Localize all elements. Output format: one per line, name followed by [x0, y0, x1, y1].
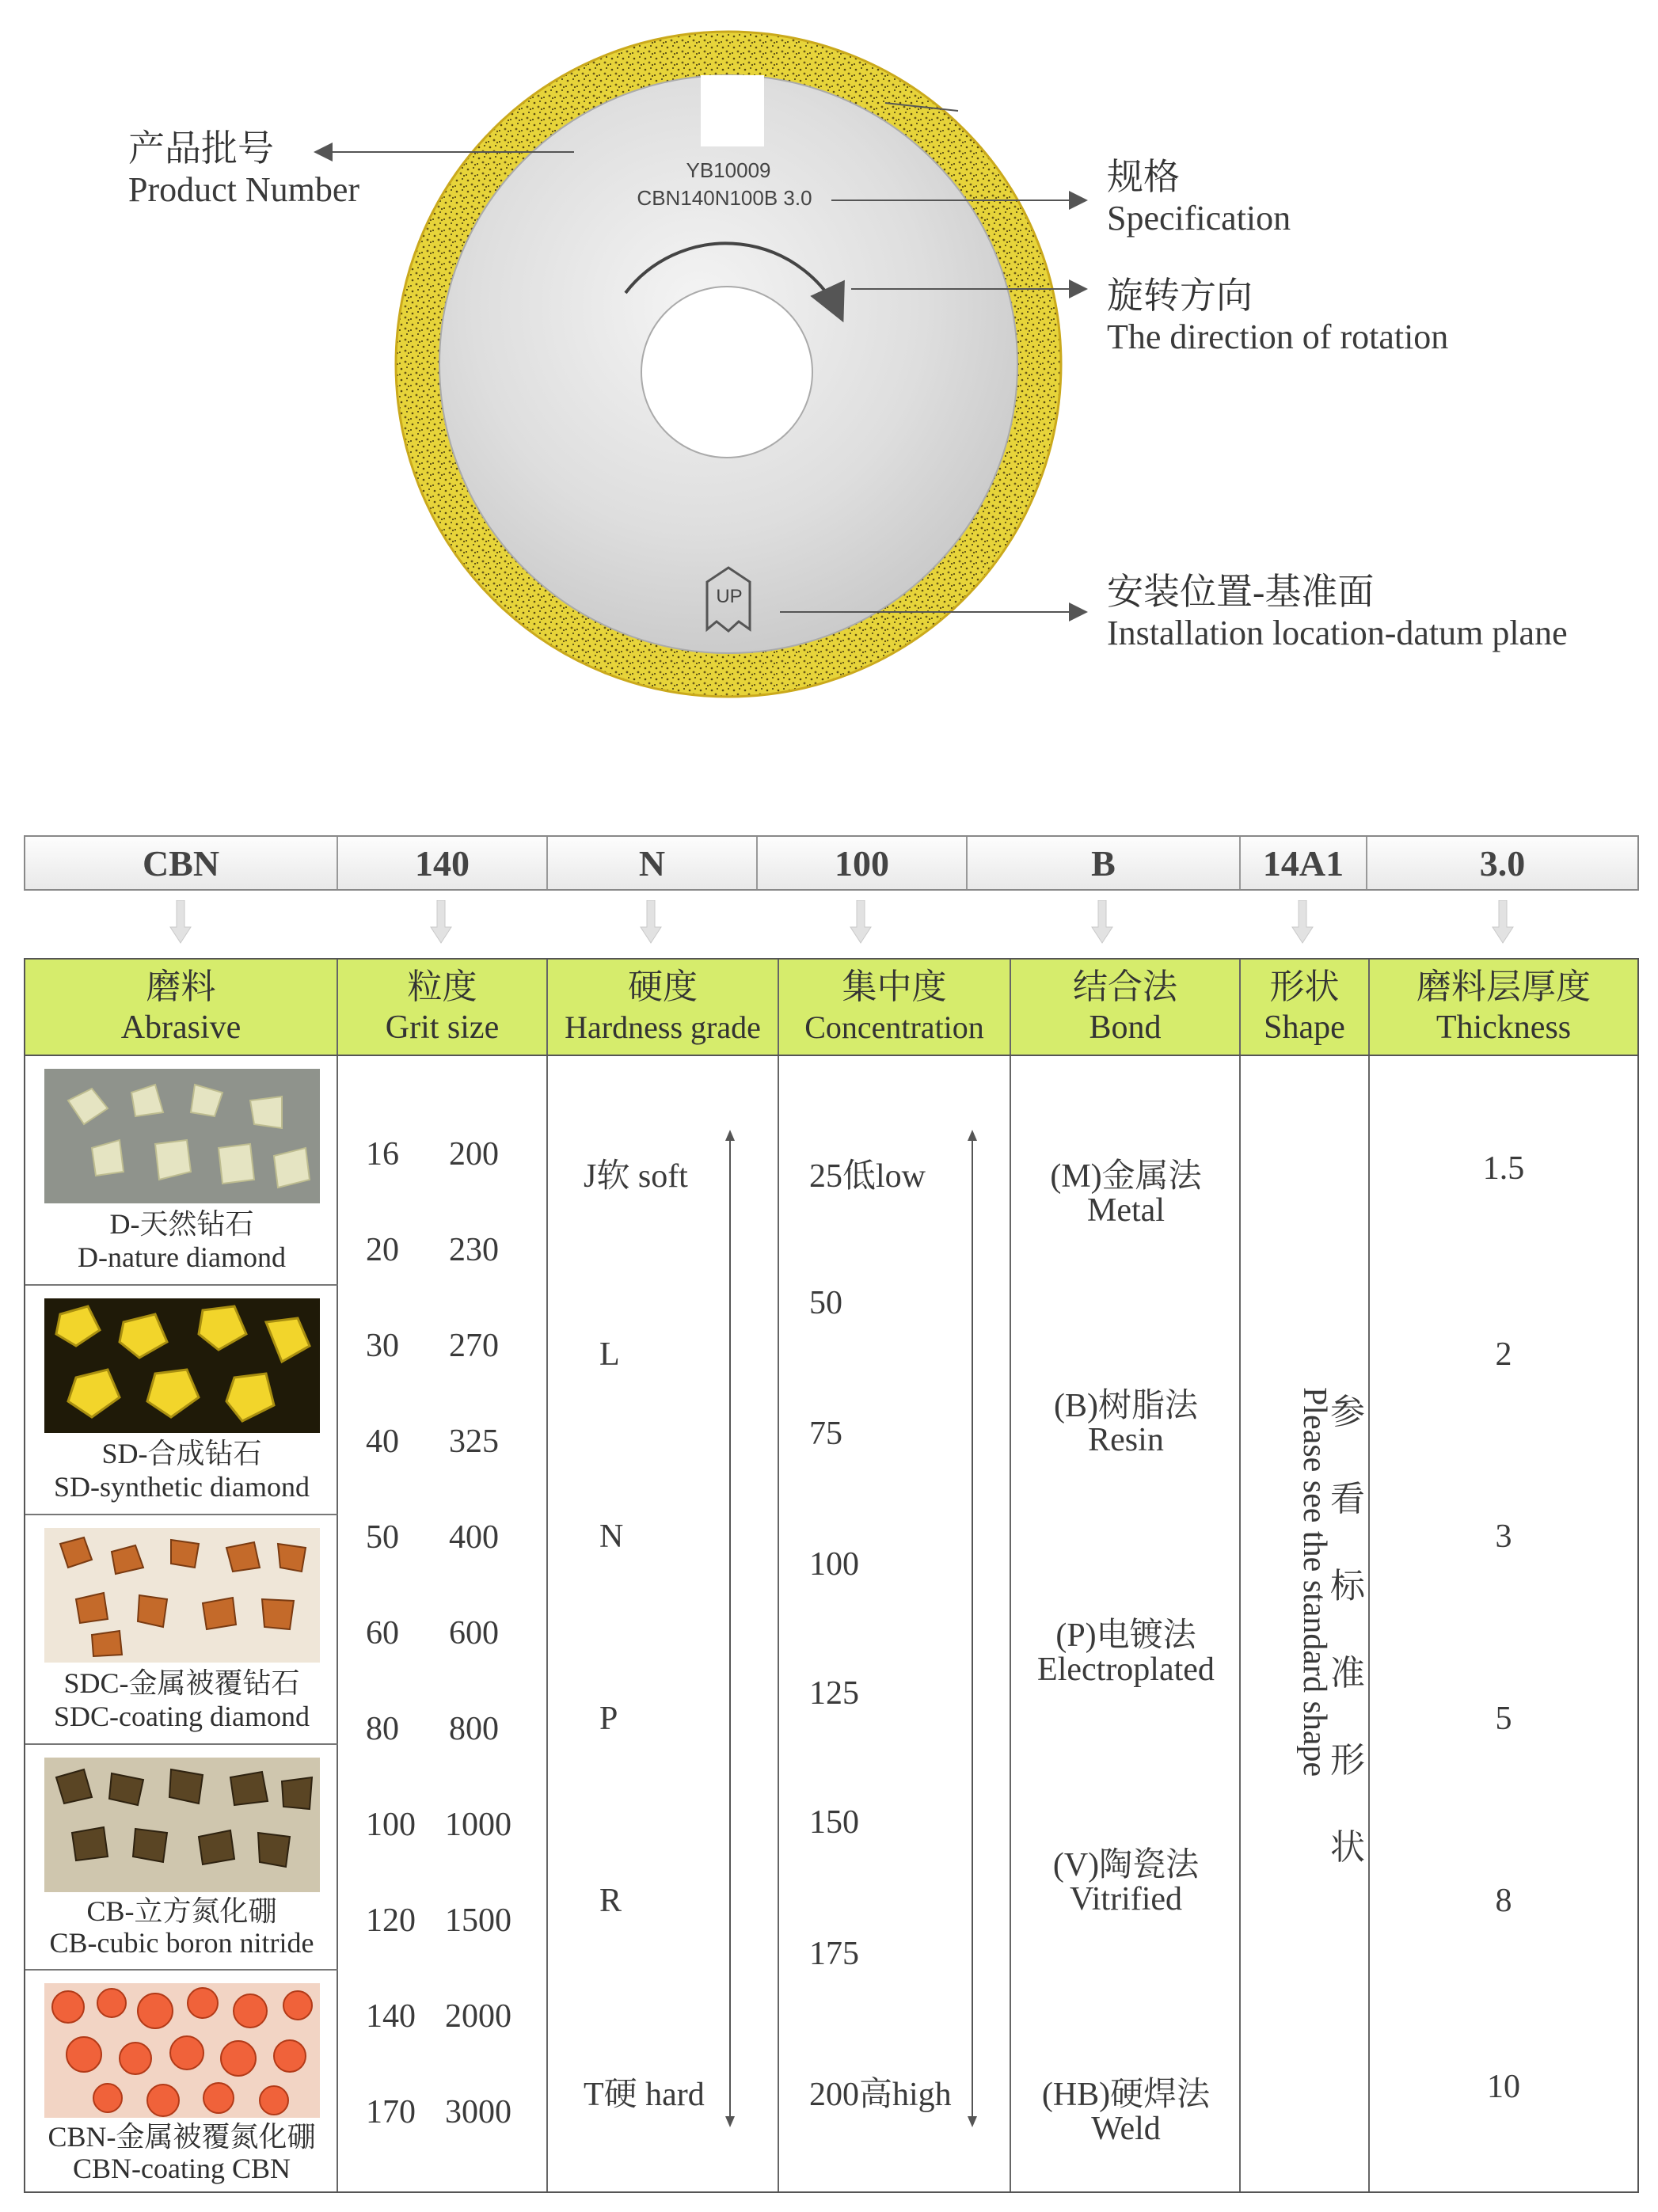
shape-note-en: Please see the standard shape — [1296, 1387, 1333, 1777]
grit-value: 50 — [366, 1519, 399, 1556]
down-arrow-icon — [430, 900, 452, 944]
abrasive-en: SDC-coating diamond — [54, 1701, 310, 1732]
down-arrow-icon — [850, 900, 872, 944]
bond-en: Weld — [1091, 2111, 1161, 2147]
abrasive-row — [25, 1745, 338, 1971]
callout-product-number-zh: 产品批号 — [128, 128, 274, 169]
header-abrasive — [25, 960, 338, 1055]
header-hardness — [548, 960, 779, 1055]
callout-installation-zh: 安装位置-基准面 — [1107, 572, 1375, 612]
grit-value: 2000 — [445, 1998, 511, 2035]
thickness-value: 1.5 — [1482, 1150, 1525, 1187]
grit-value: 170 — [366, 2094, 416, 2130]
shape-note-zh-char: 准 — [1330, 1654, 1365, 1693]
grit-value: 3000 — [445, 2094, 511, 2130]
shape-note-zh-char: 形 — [1330, 1741, 1365, 1780]
grit-value: 800 — [449, 1711, 499, 1747]
down-arrow-icon — [1492, 900, 1514, 944]
header-thickness-en: Thickness — [1436, 1009, 1572, 1046]
thickness-value: 8 — [1495, 1883, 1512, 1919]
concentration-value: 25低low — [809, 1158, 926, 1195]
bond-en: Electroplated — [1037, 1651, 1215, 1688]
callout-rotation-zh: 旋转方向 — [1107, 276, 1253, 316]
grit-value: 270 — [449, 1328, 499, 1364]
grit-value: 140 — [366, 1998, 416, 2035]
grit-value: 20 — [366, 1232, 399, 1268]
abrasive-zh: CB-立方氮化硼 — [86, 1895, 277, 1927]
thickness-value: 2 — [1495, 1336, 1512, 1373]
header-hardness-en: Hardness grade — [565, 1009, 761, 1045]
callout-product-number — [128, 128, 359, 211]
grit-value: 400 — [449, 1519, 499, 1556]
grit-value: 30 — [366, 1328, 399, 1364]
abrasive-zh: SD-合成钻石 — [101, 1438, 262, 1469]
thickness-value: 5 — [1495, 1701, 1512, 1737]
callout-specification — [1107, 157, 1291, 239]
shape-note-zh-char: 状 — [1330, 1828, 1365, 1867]
grit-value: 325 — [449, 1423, 499, 1460]
concentration-value: 75 — [809, 1416, 842, 1452]
header-bond — [1011, 960, 1241, 1055]
header-bond-en: Bond — [1089, 1009, 1162, 1046]
header-concentration-en: Concentration — [804, 1009, 984, 1045]
grit-value: 60 — [366, 1615, 399, 1651]
callout-specification-en: Specification — [1107, 199, 1291, 238]
abrasive-row — [25, 1286, 338, 1515]
synthetic-diamond-photo — [44, 1298, 320, 1433]
spec-table — [24, 958, 1639, 2193]
callout-installation-en: Installation location-datum plane — [1107, 614, 1568, 652]
grit-value: 1000 — [445, 1807, 511, 1843]
coated-diamond-photo — [44, 1528, 320, 1663]
abrasive-en: SD-synthetic diamond — [54, 1471, 310, 1503]
concentration-value: 175 — [809, 1936, 859, 1972]
header-grit-en: Grit size — [385, 1009, 500, 1046]
wheel-label-number: YB10009 — [686, 158, 771, 182]
concentration-value: 200高high — [809, 2077, 952, 2113]
concentration-value: 50 — [809, 1285, 842, 1321]
grit-value: 230 — [449, 1232, 499, 1268]
header-bond-zh: 结合法 — [1073, 967, 1177, 1006]
abrasive-row — [25, 1515, 338, 1745]
grit-value: 200 — [449, 1136, 499, 1173]
header-abrasive-en: Abrasive — [120, 1009, 241, 1046]
header-thickness — [1370, 960, 1637, 1055]
abrasive-row — [25, 1971, 338, 2192]
callout-installation — [1107, 572, 1568, 654]
grit-value: 1500 — [445, 1902, 511, 1939]
code-concentration: 100 — [758, 837, 968, 889]
grit-value: 80 — [366, 1711, 399, 1747]
concentration-range-arrow-icon — [966, 1130, 979, 2127]
callout-product-number-en: Product Number — [128, 170, 360, 209]
code-abrasive: CBN — [25, 837, 338, 889]
header-shape-zh: 形状 — [1269, 967, 1340, 1006]
down-arrow-icon — [1091, 900, 1113, 944]
hardness-value: R — [599, 1883, 622, 1919]
concentration-value: 100 — [809, 1546, 859, 1583]
bond-code: (P)电镀法 — [1055, 1617, 1196, 1654]
bond-code: (V)陶瓷法 — [1052, 1847, 1200, 1883]
bond-code: (M)金属法 — [1050, 1158, 1202, 1195]
hardness-value: L — [599, 1336, 620, 1373]
shape-note-zh-char: 看 — [1330, 1480, 1365, 1518]
cbn-photo — [44, 1758, 320, 1892]
thickness-value: 10 — [1487, 2069, 1520, 2105]
shape-note-zh-char: 参 — [1330, 1393, 1365, 1431]
abrasive-zh: CBN-金属被覆氮化硼 — [48, 2121, 316, 2153]
header-shape-en: Shape — [1264, 1009, 1345, 1046]
hardness-range-arrow-icon — [724, 1130, 736, 2127]
header-concentration — [779, 960, 1011, 1055]
coated-cbn-photo — [44, 1983, 320, 2118]
grit-value: 40 — [366, 1423, 399, 1460]
hardness-value: N — [599, 1518, 624, 1555]
hardness-value: J软 soft — [584, 1158, 688, 1195]
down-arrow-icon — [1291, 900, 1314, 944]
bond-en: Metal — [1087, 1192, 1165, 1229]
bond-code: (B)树脂法 — [1054, 1388, 1198, 1424]
down-arrow-icon — [169, 900, 192, 944]
abrasive-en: CBN-coating CBN — [73, 2153, 291, 2184]
abrasive-zh: SDC-金属被覆钻石 — [63, 1667, 300, 1699]
thickness-value: 3 — [1495, 1518, 1512, 1555]
grit-value: 600 — [449, 1615, 499, 1651]
column-divider — [1368, 1056, 1370, 2191]
code-thickness: 3.0 — [1479, 842, 1526, 884]
spec-code-bar — [24, 835, 1639, 891]
concentration-value: 125 — [809, 1675, 859, 1712]
concentration-value: 150 — [809, 1804, 859, 1841]
natural-diamond-photo — [44, 1069, 320, 1203]
bond-code: (HB)硬焊法 — [1041, 2077, 1211, 2113]
callout-specification-zh: 规格 — [1107, 157, 1180, 197]
label-patch — [701, 75, 764, 146]
callout-rotation-en: The direction of rotation — [1107, 317, 1449, 356]
bond-en: Vitrified — [1069, 1881, 1183, 1917]
abrasive-zh: D-天然钻石 — [109, 1208, 254, 1240]
down-arrow-icon — [640, 900, 662, 944]
header-abrasive-zh: 磨料 — [146, 967, 216, 1006]
header-concentration-zh: 集中度 — [842, 967, 947, 1006]
code-shape: 14A1 — [1241, 837, 1367, 889]
hardness-value: T硬 hard — [584, 2077, 705, 2113]
code-hardness: N — [548, 837, 758, 889]
wheel-label-spec: CBN140N100B 3.0 — [637, 186, 812, 210]
abrasive-en: CB-cubic boron nitride — [49, 1927, 314, 1959]
column-divider — [546, 1056, 548, 2191]
header-shape — [1241, 960, 1370, 1055]
up-mark: UP — [716, 586, 743, 607]
code-bond: B — [968, 837, 1241, 889]
shape-note-zh-char: 标 — [1330, 1567, 1365, 1606]
header-grit — [338, 960, 548, 1055]
column-divider — [778, 1056, 779, 2191]
abrasive-row — [25, 1056, 338, 1286]
header-thickness-zh: 磨料层厚度 — [1417, 967, 1591, 1006]
wheel-bore — [641, 287, 812, 458]
hardness-value: P — [599, 1701, 618, 1737]
header-grit-zh: 粒度 — [407, 967, 477, 1006]
abrasive-en: D-nature diamond — [78, 1241, 286, 1273]
grit-value: 16 — [366, 1136, 399, 1173]
code-grit: 140 — [338, 837, 548, 889]
bond-en: Resin — [1088, 1422, 1164, 1458]
grit-value: 100 — [366, 1807, 416, 1843]
grit-value: 120 — [366, 1902, 416, 1939]
table-header-row — [25, 960, 1637, 1056]
callout-rotation — [1107, 276, 1448, 358]
header-hardness-zh: 硬度 — [628, 967, 698, 1006]
